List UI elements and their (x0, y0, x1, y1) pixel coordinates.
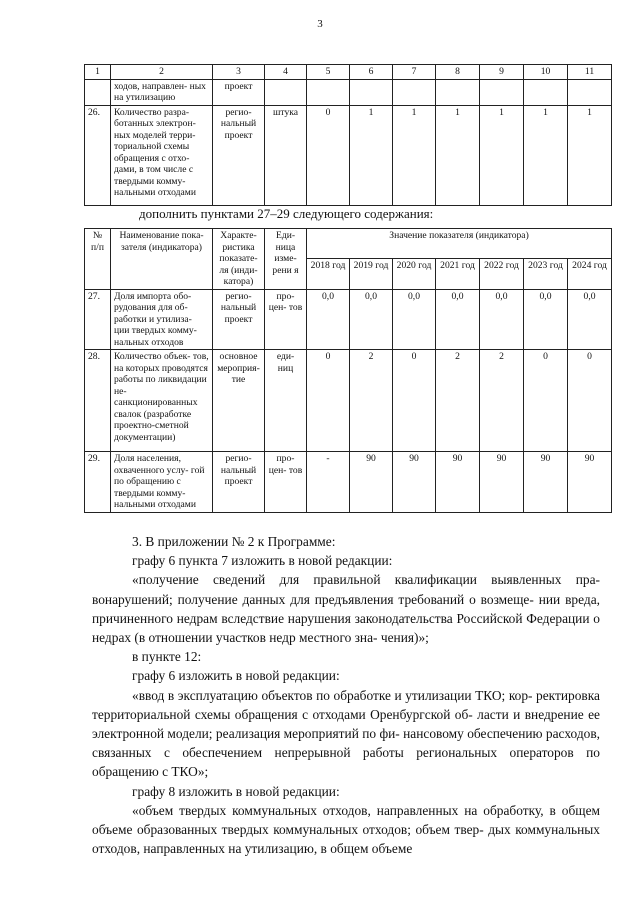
cell-value: 0 (307, 105, 350, 205)
header-year: 2021 год (436, 259, 480, 289)
cell-value: 2 (436, 350, 480, 452)
cell-unit: еди- ниц (265, 350, 307, 452)
cell-value: 0,0 (436, 289, 480, 350)
cell-name: ходов, направлен- ных на утилизацию (111, 79, 213, 105)
header-year: 2022 год (480, 259, 524, 289)
cell-value: 90 (436, 452, 480, 513)
cell-value: 0,0 (568, 289, 612, 350)
cell-value: 2 (350, 350, 393, 452)
table-row (85, 105, 612, 205)
cell-value: 0,0 (307, 289, 350, 350)
col-number: 1 (85, 65, 111, 80)
table-row (85, 289, 612, 350)
cell-value: 90 (350, 452, 393, 513)
cell-value: 0 (307, 350, 350, 452)
header-name: Наименование пока- зателя (индикатора) (111, 229, 213, 290)
table-row (85, 350, 612, 452)
table-header-row (85, 65, 612, 80)
header-year: 2020 год (393, 259, 436, 289)
table-row (85, 452, 612, 513)
cell-value: 1 (480, 105, 524, 205)
col-number: 8 (436, 65, 480, 80)
cell-value: 0 (568, 350, 612, 452)
cell-type: регио- нальный проект (213, 105, 265, 205)
cell-type: регио- нальный проект (213, 289, 265, 350)
paragraph: «объем твердых коммунальных отходов, направленных на обработку, в общем объеме образованных твердых коммунальных отходов; объем твер- дых коммунальных отходов, направленных на утилизацию, в общем объеме (92, 802, 600, 857)
cell-name: Количество разра- ботанных электрон- ных моделей терри- ториальной схемы обращения с отхо- дами, в том числе с твердыми комму- нальными отходами (111, 105, 213, 205)
paragraph: «ввод в эксплуатацию объектов по обработке и утилизации ТКО; кор- ректировка территориальной схемы обращения с отходами Оренбургской об- ласти и внедрение ее электронной модели; реализация мероприятий по фи- нансовому обеспечению расходов, связанных с обеспечением непрерывной работы региональных операторов по обращению с ТКО»; (92, 687, 600, 780)
cell-name: Доля населения, охваченного услу- гой по обращению с твердыми комму- нальными отходами (111, 452, 213, 513)
cell-value: 0,0 (480, 289, 524, 350)
cell-name: Доля импорта обо- рудования для об- работки и утилиза- ции твердых комму- нальных отходов (111, 289, 213, 350)
cell-name: Количество объек- тов, на которых проводятся работы по ликвидации не- санкционированных свалок (разработке проектно-сметной документации) (111, 350, 213, 452)
cell-unit: штука (265, 105, 307, 205)
header-year: 2019 год (350, 259, 393, 289)
cell-unit: про- цен- тов (265, 289, 307, 350)
paragraph: графу 6 изложить в новой редакции: (132, 668, 340, 684)
header-num: № п/п (85, 229, 111, 290)
cell-type: проект (213, 79, 265, 105)
cell-value: 1 (350, 105, 393, 205)
cell-value: - (307, 452, 350, 513)
col-number: 3 (213, 65, 265, 80)
cell-value: 90 (568, 452, 612, 513)
col-number: 11 (568, 65, 612, 80)
cell-value: 0,0 (524, 289, 568, 350)
cell-value: 2 (480, 350, 524, 452)
cell-unit: про- цен- тов (265, 452, 307, 513)
cell-value: 90 (480, 452, 524, 513)
indicator-table (84, 228, 612, 513)
cell-num: 27. (85, 289, 111, 350)
cell-value: 1 (568, 105, 612, 205)
cell-type: основное мероприя- тие (213, 350, 265, 452)
header-year: 2023 год (524, 259, 568, 289)
body-text (92, 532, 600, 858)
cell-value: 1 (436, 105, 480, 205)
col-number: 6 (350, 65, 393, 80)
paragraph: в пункте 12: (132, 649, 202, 665)
table-continuation (84, 64, 612, 206)
col-number: 5 (307, 65, 350, 80)
cell-value: 90 (393, 452, 436, 513)
cell-num: 26. (85, 105, 111, 205)
cell-value: 1 (524, 105, 568, 205)
col-number: 4 (265, 65, 307, 80)
header-year: 2018 год (307, 259, 350, 289)
col-number: 2 (111, 65, 213, 80)
paragraph: «получение сведений для правильной квалификации выявленных пра- вонарушений; получение данных для предъявления требований о возмеще- нии вреда, причиненного недрам вследствие нарушения законодательства Российской Федерации о недрах (в отношении участков недр местного зна- чения)»; (92, 572, 600, 646)
table-header-row (85, 229, 612, 259)
cell-value: 90 (524, 452, 568, 513)
header-value: Значение показателя (индикатора) (307, 229, 612, 259)
header-char: Характе- ристика показате- ля (инди- катора) (213, 229, 265, 290)
intro-line: дополнить пунктами 27–29 следующего содержания: (139, 206, 434, 221)
paragraph: графу 8 изложить в новой редакции: (132, 783, 340, 799)
header-unit: Еди- ница изме- рени я (265, 229, 307, 290)
paragraph: графу 6 пункта 7 изложить в новой редакции: (132, 553, 393, 569)
cell-value: 0 (524, 350, 568, 452)
col-number: 7 (393, 65, 436, 80)
table-row (85, 79, 612, 105)
cell-num: 28. (85, 350, 111, 452)
header-year: 2024 год (568, 259, 612, 289)
cell-value: 0,0 (393, 289, 436, 350)
page-number: 3 (317, 18, 323, 30)
cell-value: 0 (393, 350, 436, 452)
cell-value: 1 (393, 105, 436, 205)
col-number: 9 (480, 65, 524, 80)
cell-num: 29. (85, 452, 111, 513)
cell-value: 0,0 (350, 289, 393, 350)
cell-type: регио- нальный проект (213, 452, 265, 513)
paragraph: 3. В приложении № 2 к Программе: (132, 534, 336, 549)
col-number: 10 (524, 65, 568, 80)
